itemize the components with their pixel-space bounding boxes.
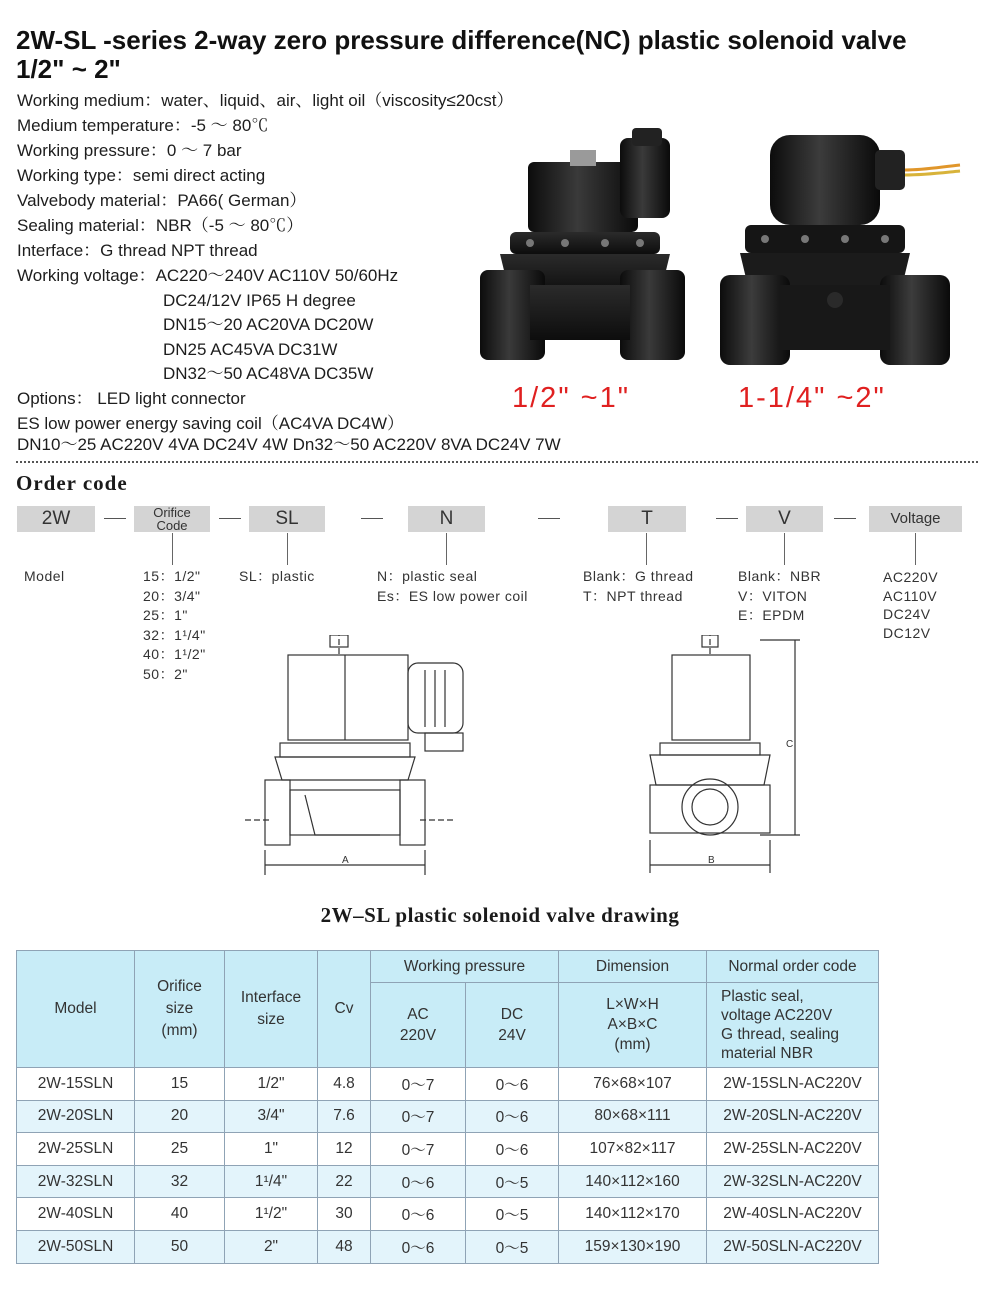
cell-interface: 3/4" xyxy=(225,1100,318,1133)
cell-dimension: 140×112×160 xyxy=(559,1165,707,1198)
th-cv: Cv xyxy=(318,951,371,1068)
spec-dn-power: DN10～25 AC220V 4VA DC24V 4W Dn32～50 AC220V 8VA DC24V 7W xyxy=(17,435,561,454)
option-orifice-40: 40：1¹/2" xyxy=(143,646,206,662)
option-v-list xyxy=(738,567,821,626)
option-t-list xyxy=(583,567,694,606)
spec-voltage-dn25: DN25 AC45VA DC31W xyxy=(163,340,338,359)
option-v-epdm: E：EPDM xyxy=(738,607,805,623)
side-view-drawing xyxy=(640,635,810,875)
cell-ac: 0～6 xyxy=(371,1230,466,1263)
dim-label-b: B xyxy=(708,855,715,866)
table-row xyxy=(17,1100,879,1133)
option-n-plastic: N：plastic seal xyxy=(377,568,478,584)
th-working-pressure: Working pressure xyxy=(371,951,559,983)
spec-working-voltage: Working voltage：AC220～240V AC110V 50/60Hz xyxy=(17,266,399,285)
cell-orifice: 20 xyxy=(135,1100,225,1133)
option-voltage-ac110: AC110V xyxy=(883,587,938,604)
th-interface-size: Interface size xyxy=(225,951,318,1068)
option-model: Model xyxy=(24,568,65,584)
option-voltage-dc24: DC24V xyxy=(883,606,931,622)
cell-order-code: 2W-40SLN-AC220V xyxy=(707,1198,879,1231)
cell-cv: 7.6 xyxy=(318,1100,371,1133)
cell-dc: 0～6 xyxy=(466,1068,559,1101)
spec-interface: Interface：G thread NPT thread xyxy=(17,241,258,260)
th-dimension: Dimension xyxy=(559,951,707,983)
front-view-drawing xyxy=(240,635,490,875)
dim-label-a: A xyxy=(342,855,349,866)
cell-order-code: 2W-50SLN-AC220V xyxy=(707,1230,879,1263)
code-box-orifice: Orifice Code xyxy=(134,506,210,532)
section-divider xyxy=(16,461,978,463)
spec-options: Options： LED light connector xyxy=(17,389,246,408)
option-voltage-list xyxy=(883,568,938,642)
option-orifice-list xyxy=(143,567,206,684)
option-t-blank: Blank：G thread xyxy=(583,568,694,584)
code-tie-line xyxy=(172,533,173,565)
cell-cv: 12 xyxy=(318,1133,371,1166)
cell-interface: 1/2" xyxy=(225,1068,318,1101)
cell-orifice: 50 xyxy=(135,1230,225,1263)
size-label-small: 1/2" ~1" xyxy=(512,382,631,414)
cell-model: 2W-15SLN xyxy=(17,1068,135,1101)
spec-table xyxy=(16,950,879,1264)
cell-interface: 1¹/2" xyxy=(225,1198,318,1231)
th-orifice-size: Orifice size (mm) xyxy=(135,951,225,1068)
th-model: Model xyxy=(17,951,135,1068)
code-tie-line xyxy=(646,533,647,565)
code-connector xyxy=(834,518,856,519)
option-orifice-32: 32：1¹/4" xyxy=(143,626,206,643)
spec-working-pressure: Working pressure：0 ～ 7 bar xyxy=(17,141,242,160)
cell-order-code: 2W-32SLN-AC220V xyxy=(707,1165,879,1198)
th-normal-desc: Plastic seal, voltage AC220V G thread, sealing material NBR xyxy=(707,983,879,1068)
cell-dimension: 140×112×170 xyxy=(559,1198,707,1231)
option-v-viton: V：VITON xyxy=(738,587,808,604)
cell-model: 2W-32SLN xyxy=(17,1165,135,1198)
spec-working-type: Working type：semi direct acting xyxy=(17,166,266,185)
option-n-list xyxy=(377,567,528,606)
code-tie-line xyxy=(915,533,916,565)
cell-cv: 22 xyxy=(318,1165,371,1198)
option-sl: SL：plastic xyxy=(239,568,315,584)
code-connector xyxy=(361,518,383,519)
spec-voltage-dc: DC24/12V IP65 H degree xyxy=(163,291,356,310)
cell-dimension: 107×82×117 xyxy=(559,1133,707,1166)
cell-model: 2W-25SLN xyxy=(17,1133,135,1166)
cell-orifice: 15 xyxy=(135,1068,225,1101)
cell-dc: 0～5 xyxy=(466,1230,559,1263)
code-connector xyxy=(104,518,126,519)
spec-sealing-material: Sealing material：NBR（-5 ～ 80℃） xyxy=(17,216,304,235)
table-row xyxy=(17,1198,879,1231)
table-row xyxy=(17,1133,879,1166)
cell-dimension: 76×68×107 xyxy=(559,1068,707,1101)
th-normal-order-code: Normal order code xyxy=(707,951,879,983)
cell-order-code: 2W-25SLN-AC220V xyxy=(707,1133,879,1166)
size-label-large: 1-1/4" ~2" xyxy=(738,382,886,414)
spec-es-coil: ES low power energy saving coil（AC4VA DC4W） xyxy=(17,414,405,433)
cell-dimension: 159×130×190 xyxy=(559,1230,707,1263)
cell-model: 2W-50SLN xyxy=(17,1230,135,1263)
cell-model: 2W-20SLN xyxy=(17,1100,135,1133)
option-n-es: Es：ES low power coil xyxy=(377,587,528,604)
drawing-caption: 2W–SL plastic solenoid valve drawing xyxy=(320,903,680,927)
cell-dc: 0～5 xyxy=(466,1198,559,1231)
code-box-t: T xyxy=(608,506,686,532)
cell-ac: 0～6 xyxy=(371,1198,466,1231)
cell-orifice: 32 xyxy=(135,1165,225,1198)
option-t-npt: T：NPT thread xyxy=(583,587,683,604)
cell-interface: 2" xyxy=(225,1230,318,1263)
valve-small-image xyxy=(470,120,685,370)
cell-order-code: 2W-15SLN-AC220V xyxy=(707,1068,879,1101)
cell-interface: 1" xyxy=(225,1133,318,1166)
spec-working-medium: Working medium：water、liquid、air、light oil（viscosity≤20cst） xyxy=(17,91,514,110)
spec-voltage-dn15: DN15～20 AC20VA DC20W xyxy=(163,315,374,334)
cell-ac: 0～7 xyxy=(371,1133,466,1166)
code-tie-line xyxy=(784,533,785,565)
th-lwh: L×W×H A×B×C (mm) xyxy=(559,983,707,1068)
option-orifice-25: 25：1" xyxy=(143,607,188,623)
cell-cv: 48 xyxy=(318,1230,371,1263)
th-dc-24v: DC 24V xyxy=(466,983,559,1068)
option-v-nbr: Blank：NBR xyxy=(738,568,822,584)
option-orifice-15: 15：1/2" xyxy=(143,568,201,584)
table-row xyxy=(17,1165,879,1198)
code-box-2w: 2W xyxy=(17,506,95,532)
code-tie-line xyxy=(287,533,288,565)
code-connector xyxy=(219,518,241,519)
code-connector xyxy=(538,518,560,519)
code-box-voltage: Voltage xyxy=(869,506,962,532)
cell-ac: 0～7 xyxy=(371,1068,466,1101)
th-ac-220v: AC 220V xyxy=(371,983,466,1068)
spec-medium-temperature: Medium temperature：-5 ～ 80℃ xyxy=(17,116,269,135)
valve-large-image xyxy=(715,125,970,370)
option-voltage-dc12: DC12V xyxy=(883,624,931,641)
cell-dc: 0～6 xyxy=(466,1100,559,1133)
order-code-heading: Order code xyxy=(16,471,128,495)
cell-interface: 1¹/4" xyxy=(225,1165,318,1198)
cell-cv: 4.8 xyxy=(318,1068,371,1101)
cell-ac: 0～7 xyxy=(371,1100,466,1133)
cell-dc: 0～6 xyxy=(466,1133,559,1166)
spec-valvebody-material: Valvebody material：PA66( German） xyxy=(17,191,307,210)
cell-cv: 30 xyxy=(318,1198,371,1231)
option-orifice-20: 20：3/4" xyxy=(143,587,201,604)
option-orifice-50: 50：2" xyxy=(143,665,188,682)
code-box-n: N xyxy=(408,506,485,532)
code-tie-line xyxy=(446,533,447,565)
cell-dimension: 80×68×111 xyxy=(559,1100,707,1133)
cell-model: 2W-40SLN xyxy=(17,1198,135,1231)
option-voltage-ac220: AC220V xyxy=(883,569,939,585)
spec-voltage-dn32: DN32～50 AC48VA DC35W xyxy=(163,364,374,383)
dim-label-c: C xyxy=(786,739,794,750)
cell-ac: 0～6 xyxy=(371,1165,466,1198)
code-connector xyxy=(716,518,738,519)
cell-orifice: 25 xyxy=(135,1133,225,1166)
code-box-sl: SL xyxy=(249,506,325,532)
cell-orifice: 40 xyxy=(135,1198,225,1231)
table-row xyxy=(17,1230,879,1263)
cell-dc: 0～5 xyxy=(466,1165,559,1198)
cell-order-code: 2W-20SLN-AC220V xyxy=(707,1100,879,1133)
code-box-v: V xyxy=(746,506,823,532)
page-title: 2W-SL -series 2-way zero pressure difference(NC) plastic solenoid valve 1/2" ~ 2" xyxy=(16,25,907,84)
table-body xyxy=(17,1068,879,1264)
table-row xyxy=(17,1068,879,1101)
